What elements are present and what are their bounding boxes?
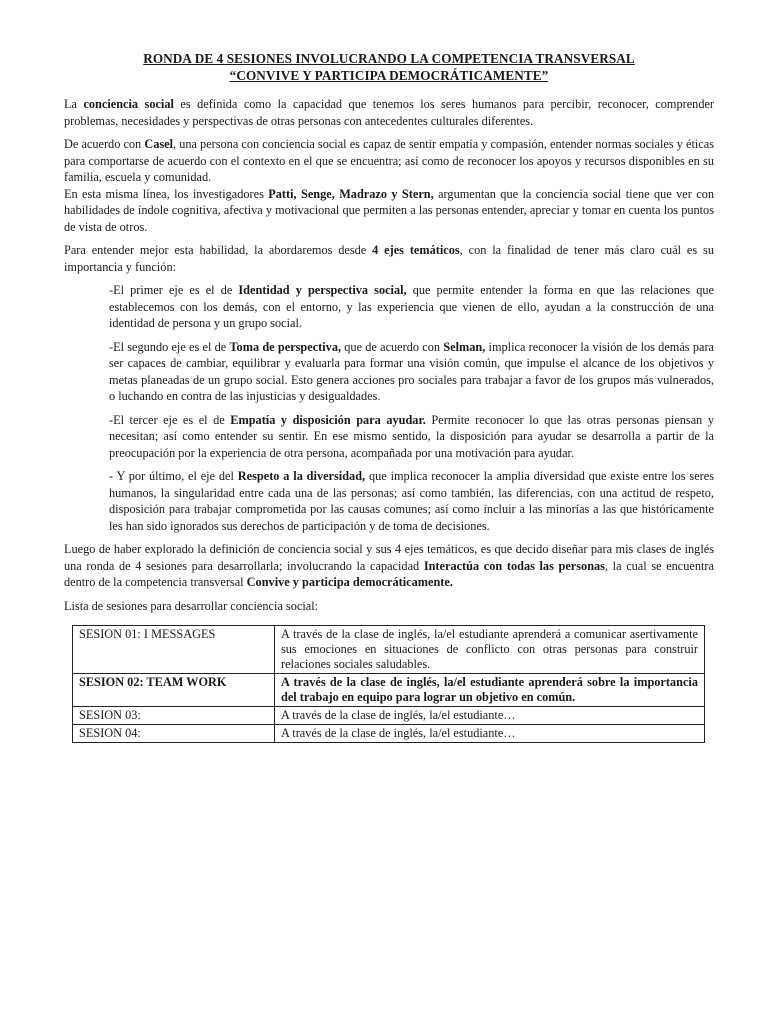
session-description: A través de la clase de inglés, la/el estudiante aprenderá a comunicar asertivamente sus emociones en situaciones de conflicto con otras personas para construir relaciones sociales saludables.: [275, 626, 705, 674]
bold-term: Convive y participa democráticamente.: [246, 575, 453, 589]
text-run: implica reconocer la visión de los demás para ser capaces de cambiar, equilibrar y evaluarla para formar una visión común, que impulse el alcance de los objetivos y metas planeadas de un grupo social. Esto genera acciones pro sociales para trabajar a favor de los grupos más vulnerados, o luchando en contra de las injusticias y desigualdades.: [109, 339, 714, 403]
eje-4: [109, 468, 714, 534]
session-name: SESION 02: TEAM WORK: [73, 674, 275, 707]
sessions-table: [72, 625, 705, 743]
title-line-1: RONDA DE 4 SESIONES INVOLUCRANDO LA COMPETENCIA TRANSVERSAL: [143, 51, 635, 66]
paragraph-definition: [64, 96, 714, 129]
title-line-2: “CONVIVE Y PARTICIPA DEMOCRÁTICAMENTE”: [229, 68, 549, 83]
bold-term: Respeto a la diversidad,: [237, 469, 366, 483]
bold-term: Selman,: [443, 339, 486, 354]
text-run: Para entender mejor esta habilidad, la abordaremos desde: [64, 243, 373, 257]
text-run: que permite entender la forma en que las relaciones que establecemos con los demás, con el entorno, y las experiencia que vienen de ello, ayudan a la construcción de una identidad de persona y un grupo social.: [109, 283, 714, 330]
text-run: , una persona con conciencia social es capaz de sentir empatía y compasión, entender normas sociales y éticas para comportarse de acuerdo con el contexto en el que se encuentra; así como de reconocer los apoyos y recursos disponibles en su familia, escuela y comunidad.: [64, 137, 714, 184]
document-page: [64, 50, 714, 743]
text-run: , la cual se encuentra dentro de la competencia transversal: [64, 558, 714, 589]
bold-term: Identidad y perspectiva social,: [238, 283, 407, 297]
text-run: es definida como la capacidad que tenemos los seres humanos para percibir, reconocer, comprender problemas, necesidades y perspectivas de otras personas con antecedentes culturales diferentes.: [64, 97, 715, 128]
bold-term: Toma de perspectiva,: [229, 339, 342, 354]
document-title: [64, 50, 714, 84]
session-description: A través de la clase de inglés, la/el estudiante…: [275, 707, 705, 725]
text-run: De acuerdo con: [64, 137, 145, 151]
text-run: La: [64, 97, 84, 111]
text-run: - Y por último, el eje del: [109, 469, 238, 483]
table-row: [73, 626, 705, 674]
session-name: SESION 01: I MESSAGES: [73, 626, 275, 674]
paragraph-list-intro: Lista de sesiones para desarrollar conciencia social:: [64, 598, 319, 613]
text-run: argumentan que la conciencia social tiene que ver con habilidades de índole cognitiva, afectiva y motivacional que permiten a las personas entender, apreciar y tomar en cuenta los puntos de vista de otros.: [64, 186, 715, 234]
text-run: que implica reconocer la amplia diversidad que existe entre los seres humanos, la singularidad entre cada una de las personas; así como también, las diferencias, con una actitud de respeto, disposición para trabajar comprometida por las causas comunes; así como incluir a las minorías a las que históricamente les han sido ignorados sus derechos de participación y de toma de decisiones.: [109, 469, 715, 533]
table-row: [73, 725, 705, 743]
bold-term: conciencia social: [83, 97, 174, 111]
session-description: A través de la clase de inglés, la/el estudiante aprenderá sobre la importancia del trabajo en equipo para lograr un objetivo en común.: [275, 674, 705, 707]
session-description: A través de la clase de inglés, la/el estudiante…: [275, 725, 705, 743]
bold-term: 4 ejes temáticos: [372, 243, 460, 257]
text-run: Permite reconocer lo que las otras personas piensan y necesitan; así como entender su sentir. En ese mismo sentido, la disposición para ayudar se desarrolla a partir de la preocupación por la experiencia de otra persona, acompañada por una motivación para ayudar.: [109, 412, 714, 460]
bold-term: Interactúa con todas las personas: [423, 558, 605, 573]
text-run: que de acuerdo con: [341, 339, 444, 354]
session-name: SESION 03:: [73, 707, 275, 725]
paragraph-ejes-intro: [64, 242, 714, 275]
bold-term: Casel: [144, 137, 174, 151]
session-name: SESION 04:: [73, 725, 275, 743]
text-run: -El tercer eje es el de: [109, 412, 231, 427]
text-run: -El segundo eje es el de: [109, 339, 230, 354]
text-run: -El primer eje es el de: [109, 283, 239, 297]
text-run: Luego de haber explorado la definición de conciencia social y sus 4 ejes temáticos, es que decido diseñar para mis clases de inglés una ronda de 4 sesiones para desarrollarla; involucrando la capacidad: [64, 542, 714, 573]
table-row: [73, 674, 705, 707]
table-row: [73, 707, 705, 725]
bold-term: Patti, Senge, Madrazo y Stern,: [268, 186, 434, 201]
eje-2: [109, 339, 714, 405]
eje-3: [109, 412, 714, 462]
text-run: , con la finalidad de tener más claro cuál es su importancia y función:: [64, 243, 714, 274]
paragraph-conclusion: [64, 541, 714, 591]
paragraph-researchers: [64, 186, 714, 236]
bold-term: Empatía y disposición para ayudar.: [230, 412, 426, 427]
paragraph-casel: [64, 136, 714, 186]
eje-1: [109, 282, 714, 332]
text-run: En esta misma línea, los investigadores: [64, 186, 269, 201]
